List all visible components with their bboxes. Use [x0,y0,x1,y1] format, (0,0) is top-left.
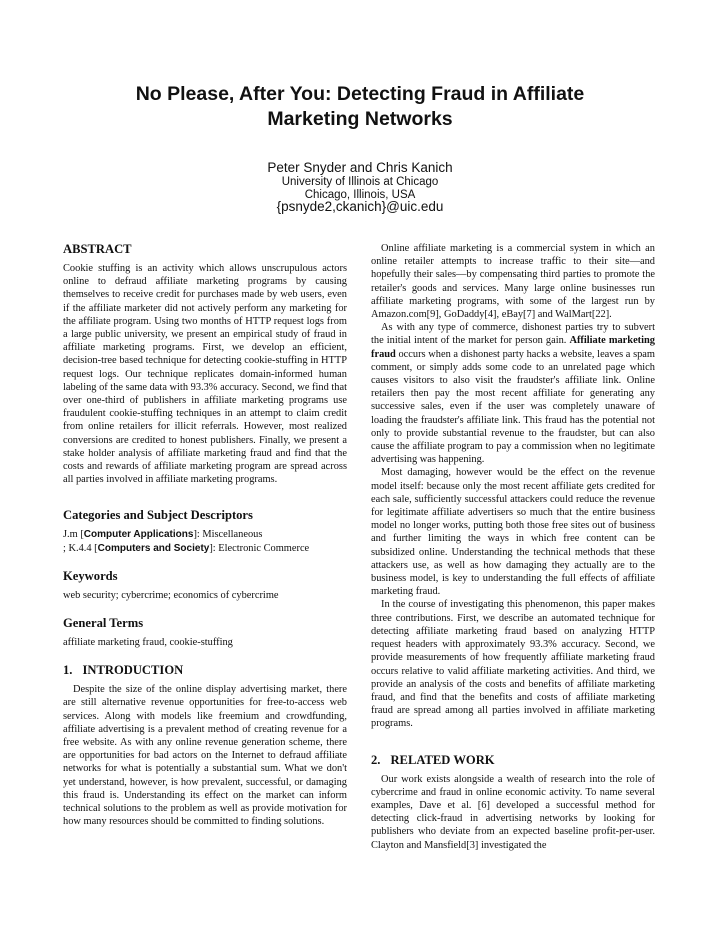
affiliation-location: Chicago, Illinois, USA [304,189,416,201]
keywords-text: web security; cybercrime; economics of cybercrime [63,589,279,601]
introduction-heading: 1. INTRODUCTION [63,663,184,678]
introduction-paragraph-1: Despite the size of the online display advertising market, there are still alternative revenue opportunities for free-to-access web services. Along with models like freemium and crowdfunding, affiliate advertising is a prevalent method of creating revenue for a free website. As with any online revenue generation scheme, there are opportunities for bad actors on the Internet to defraud affiliate networks for what is potentially a substantial sum. What we don't yet understand, however, is how prevalent, successful, or damaging this fraud is. Understanding its effect on the market can inform technical solutions to the problem as well as provide motivation for how many resources should be committed to finding solutions. [63,684,347,828]
right-column [371,242,655,852]
left-column [63,242,347,829]
authors: Peter Snyder and Chris Kanich [267,160,453,175]
keywords-heading: Keywords [63,568,118,583]
introduction-paragraph-2: Online affiliate marketing is a commercial system in which an online retailer attempts to increase traffic to their site—and hopefully their sales—by compensating third parties to promote the retailer's goods and services. Many large online businesses run affiliate marketing programs, with some of the largest run by Amazon.com[9], GoDaddy[4], eBay[7] and WalMart[22]. [371,243,655,321]
affiliation-university: University of Illinois at Chicago [281,176,439,188]
general-terms-heading: General Terms [63,616,144,631]
categories-line-1: J.m [Computer Applications]: Miscellaneous [63,529,263,541]
introduction-paragraph-5: In the course of investigating this phenomenon, this paper makes three contributions. First, we describe an automated technique for detecting affiliate marketing fraud based on analyzing HTTP request headers with approximately 93.3% accuracy. Second, we provide measurements of how frequently affiliate marketing fraud occurs relative to valid affiliate marketing activities. And third, we provide an analysis of the costs and benefits of affiliate marketing fraud, and find that the benefits and costs of affiliate marketing fraud are spread among all parties involved in affiliate marketing programs. [371,599,655,730]
general-terms-text: affiliate marketing fraud, cookie-stuffing [63,637,233,649]
introduction-paragraph-3: As with any type of commerce, dishonest parties try to subvert the initial intent of the market for person gain. Affiliate marketing fraud occurs when a dishonest party hacks a website, leaves a spam comment, or simply adds some code to an unrelated page which causes visitors to also visit the fraudster's affiliate link. Online retailers then pay the most recent affiliate for generating any successive sales, even if the user was completely unaware of loading the fraudster's affiliate link. This fraud has the potential not only to provide substantial revenue to the fraudster, but can also cause the affiliate program to pay a commission when no legitimate advertising was happening. [371,322,656,466]
related-work-paragraph-1: Our work exists alongside a wealth of research into the role of cybercrime and fraud in online economic activity. To name several examples, Dave et al. [6] developed a successful method for detecting click-fraud in advertising networks by looking for publishers who deviate from an expected baseline profit-per-user. Clayton and Mansfield[3] investigated the [371,773,655,851]
categories-heading: Categories and Subject Descriptors [63,508,253,523]
related-work-heading: 2. RELATED WORK [371,752,495,767]
author-email: {psnyde2,ckanich}@uic.edu [276,199,444,214]
paper-title [60,82,660,132]
title-line-2: Marketing Networks [267,108,453,130]
title-line-1: No Please, After You: Detecting Fraud in Affiliate [135,83,585,105]
categories-line-2: ; K.4.4 [Computers and Society]: Electronic Commerce [63,542,310,554]
abstract-text: Cookie stuffing is an activity which allows unscrupulous actors online to defraud affiliate marketing programs by causing themselves to receive credit for purchases made by web users, even if the affiliate marketer did not actively perform any marketing for the affiliate program. Using two months of HTTP request logs from a large public university, we present an empirical study of fraud in affiliate marketing programs. First, we develop an efficient, decision-tree based technique for detecting cookie-stuffing in HTTP request logs. Our technique replicates domain-informed human labeling of the same data with 93.3% accuracy. Second, we find that over one-third of publishers in affiliate marketing programs use fraudulent cookie-stuffing techniques in an attempt to claim credit from online retailers for illicit referrals. However, most realized conversions are credited to honest publishers. Finally, we present a stake holder analysis of affiliate marketing fraud and find that the costs and rewards of affiliate marketing program are spread across all parties involved in affiliate marketing programs. [63,263,347,486]
introduction-paragraph-4: Most damaging, however would be the effect on the revenue model itself: because only the most recent affiliate gets credited for each sale, sufficiently successful attackers could reduce the revenue for legitimate affiliate advertisers so much that the entire business model no longer works, putting both those free sites out of business and further limiting the ways in which free content can be subsidized online. Understanding the technical methods that these attackers use, as well as how damaging they actually are to the business model, is key to understanding the full effects of affiliate marketing fraud. [371,467,655,598]
abstract-heading: ABSTRACT [63,242,132,256]
